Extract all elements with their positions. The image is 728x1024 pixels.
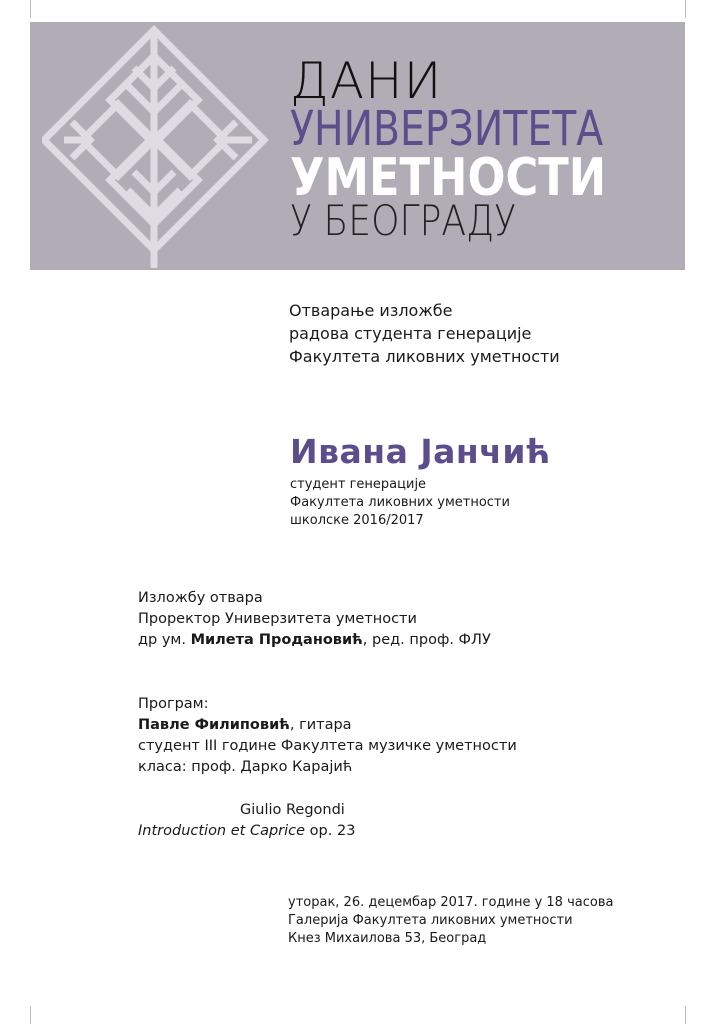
- header-banner: [30, 22, 685, 270]
- student-detail-line: Факултета ликовних уметности: [290, 495, 510, 510]
- crop-mark: [30, 1006, 31, 1024]
- student-detail-line: школске 2016/2017: [290, 513, 424, 528]
- opening-speaker-line: [138, 630, 491, 651]
- intro-line: радова студента генерације: [289, 324, 532, 343]
- opening-info: [138, 588, 491, 651]
- performer-instrument: , гитара: [289, 717, 352, 733]
- exhibition-intro: [289, 299, 560, 368]
- event-date: уторак, 26. децембар 2017. године у 18 часова: [288, 895, 614, 910]
- performer-name: Павле Филиповић: [138, 717, 290, 733]
- crop-mark: [30, 0, 31, 18]
- piece-title: Introduction et Caprice: [138, 823, 306, 839]
- speaker-title: др ум.: [138, 632, 191, 648]
- venue-info: [288, 894, 613, 948]
- university-logo-icon: [42, 22, 282, 270]
- speaker-role: , ред. проф. ФЛУ: [362, 632, 491, 648]
- venue-address: Кнез Михаилова 53, Београд: [288, 931, 487, 946]
- composer-name: Giulio Regondi: [240, 802, 345, 818]
- program-line: класа: проф. Дарко Карајић: [138, 759, 353, 775]
- intro-line: Отварање изложбе: [289, 301, 453, 320]
- musical-piece: [138, 800, 355, 842]
- speaker-name: Милета Продановић: [190, 632, 363, 648]
- piece-opus: op. 23: [305, 823, 356, 839]
- banner-title-line-1: ДАНИ: [290, 52, 443, 110]
- piece-title-line: [138, 821, 355, 842]
- banner-title-line-4: У БЕОГРАДУ: [290, 196, 517, 245]
- crop-mark: [685, 0, 686, 18]
- intro-line: Факултета ликовних уметности: [289, 347, 560, 366]
- blank-space: [138, 802, 240, 814]
- program-heading: Програм:: [138, 696, 209, 712]
- venue-name: Галерија Факултета ликовних уметности: [288, 913, 573, 928]
- opening-line: Проректор Универзитета уметности: [138, 611, 417, 627]
- student-name: Ивана Јанчић: [290, 432, 551, 471]
- banner-title-line-3: УМЕТНОСТИ: [290, 148, 607, 208]
- student-detail-line: студент генерације: [290, 477, 427, 492]
- banner-title-line-2: УНИВЕРЗИТЕТА: [290, 101, 604, 157]
- performer-line: [138, 715, 517, 736]
- opening-line: Изложбу отвара: [138, 590, 263, 606]
- crop-mark: [685, 1006, 686, 1024]
- student-details: [290, 476, 510, 530]
- program-info: [138, 694, 517, 778]
- composer-line: [138, 800, 355, 821]
- program-line: студент III године Факултета музичке уметности: [138, 738, 517, 754]
